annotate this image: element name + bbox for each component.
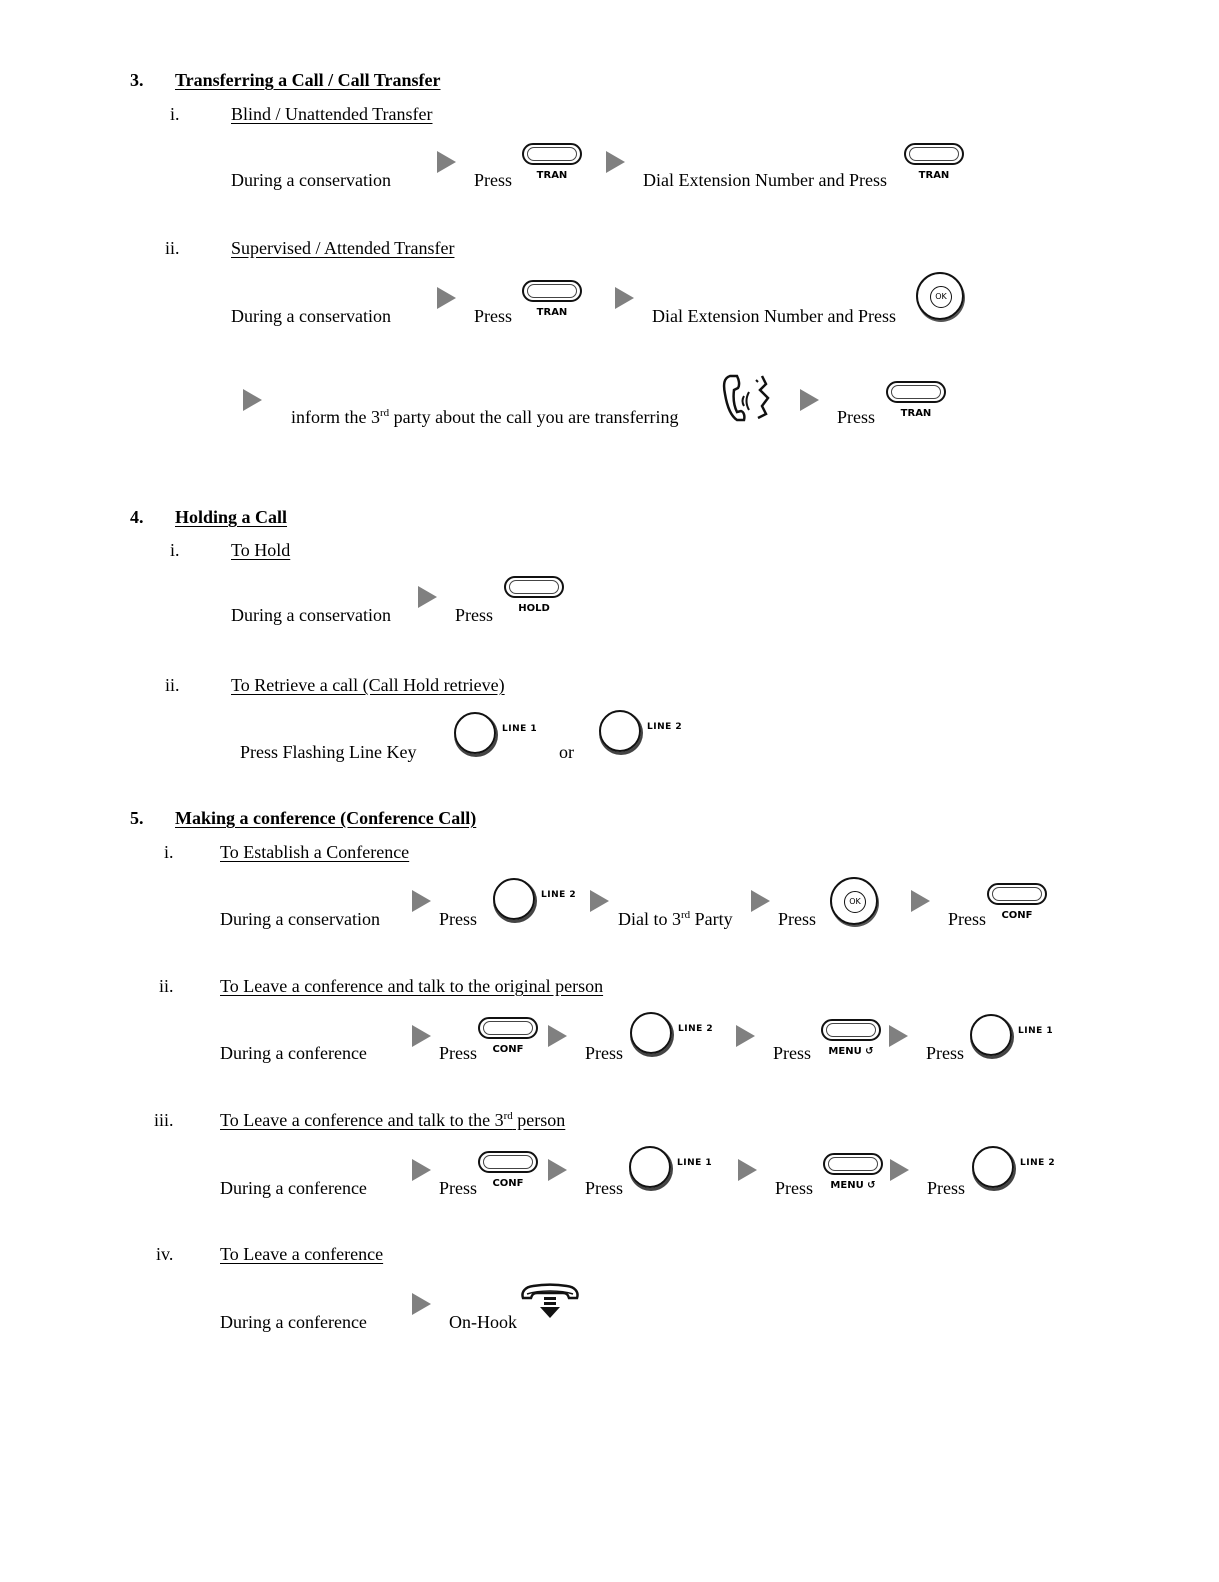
arrow-icon [889,1025,908,1047]
subsection-title: To Leave a conference [220,1244,384,1264]
step-text: During a conservation [231,605,391,625]
subsection-title: To Establish a Conference [220,842,410,862]
section-number: 5. [130,808,144,828]
arrow-icon [606,151,625,173]
section-number: 4. [130,507,144,527]
step-text: During a conservation [231,306,391,326]
subsection-title: To Retrieve a call (Call Hold retrieve) [231,675,505,695]
subsection-title: To Leave a conference and talk to the 3rd person [220,1110,566,1130]
arrow-icon [412,890,431,912]
tran-key-icon: TRAN [904,143,964,169]
arrow-icon [437,287,456,309]
step-text: During a conservation [231,170,391,190]
step-text: Press [585,1178,624,1198]
tran-key-icon: TRAN [522,143,582,169]
on-hook-handset-icon [519,1282,581,1322]
line1-key-icon: LINE 1 [629,1146,729,1194]
arrow-icon [911,890,930,912]
step-text: During a conference [220,1312,367,1332]
step-text: Press [926,1043,965,1063]
tran-key-icon: TRAN [522,280,582,306]
step-text: Press [948,909,987,929]
step-text: Dial Extension Number and Press [643,170,887,190]
arrow-icon [736,1025,755,1047]
arrow-icon [412,1159,431,1181]
step-text: Press [775,1178,814,1198]
step-text: Press [778,909,817,929]
section-title: Making a conference (Conference Call) [175,808,477,828]
step-text: Press [927,1178,966,1198]
step-text: During a conference [220,1043,367,1063]
arrow-icon [548,1159,567,1181]
arrow-icon [243,389,262,411]
subsection-number: i. [170,540,180,560]
step-text: Press [439,1178,478,1198]
subsection-number: ii. [165,238,180,258]
step-text: During a conference [220,1178,367,1198]
section-number: 3. [130,70,144,90]
step-text: Press [837,407,876,427]
arrow-icon [890,1159,909,1181]
tran-key-icon: TRAN [886,381,946,407]
subsection-title: Blind / Unattended Transfer [231,104,433,124]
subsection-number: ii. [165,675,180,695]
step-text: inform the 3rd party about the call you are transferring [291,407,679,427]
arrow-icon [590,890,609,912]
subsection-number: iii. [154,1110,174,1130]
subsection-number: ii. [159,976,174,996]
subsection-title: Supervised / Attended Transfer [231,238,455,258]
step-text: or [559,742,574,762]
step-text: During a conservation [220,909,380,929]
talking-handset-icon [720,370,776,424]
arrow-icon [418,586,437,608]
ok-key-icon: OK [916,272,966,322]
step-text: On-Hook [449,1312,517,1332]
arrow-icon [437,151,456,173]
arrow-icon [738,1159,757,1181]
section-title: Transferring a Call / Call Transfer [175,70,441,90]
line2-key-icon: LINE 2 [630,1012,730,1060]
arrow-icon [751,890,770,912]
step-text: Press Flashing Line Key [240,742,417,762]
conf-key-icon: CONF [478,1151,538,1177]
step-text: Press [474,170,513,190]
subsection-title: To Hold [231,540,291,560]
arrow-icon [615,287,634,309]
line2-key-icon: LINE 2 [972,1146,1072,1194]
subsection-number: i. [164,842,174,862]
step-text: Press [455,605,494,625]
menu-key-icon: MENU ↺ [823,1153,883,1179]
conf-key-icon: CONF [478,1017,538,1043]
arrow-icon [412,1293,431,1315]
menu-key-icon: MENU ↺ [821,1019,881,1045]
subsection-title: To Leave a conference and talk to the original person [220,976,604,996]
hold-key-icon: HOLD [504,576,564,602]
line1-key-icon: LINE 1 [454,712,554,760]
subsection-number: i. [170,104,180,124]
step-text: Dial Extension Number and Press [652,306,896,326]
arrow-icon [548,1025,567,1047]
arrow-icon [412,1025,431,1047]
ok-key-icon: OK [830,877,880,927]
conf-key-icon: CONF [987,883,1047,909]
step-text: Press [439,909,478,929]
step-text: Press [439,1043,478,1063]
line1-key-icon: LINE 1 [970,1014,1070,1062]
step-text: Press [585,1043,624,1063]
arrow-icon [800,389,819,411]
line2-key-icon: LINE 2 [493,878,593,926]
subsection-number: iv. [156,1244,174,1264]
step-text: Press [474,306,513,326]
step-text: Press [773,1043,812,1063]
section-title: Holding a Call [175,507,288,527]
line2-key-icon: LINE 2 [599,710,699,758]
step-text: Dial to 3rd Party [618,909,733,929]
